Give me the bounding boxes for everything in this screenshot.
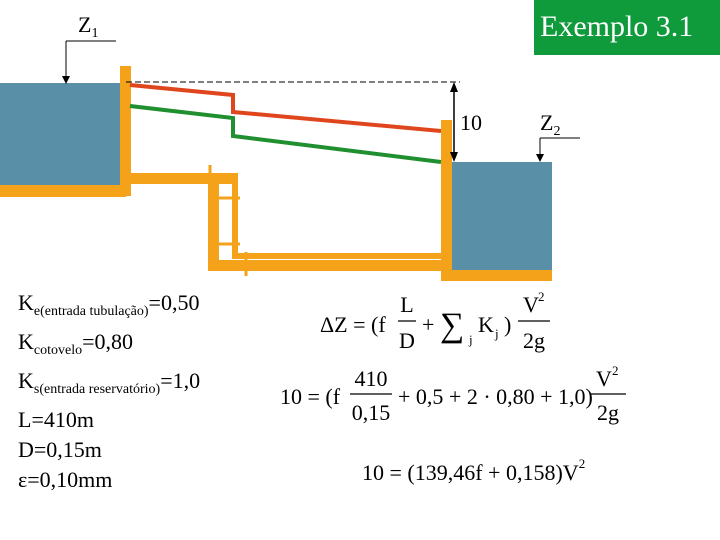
svg-text:2: 2 [612, 363, 619, 378]
svg-text:V: V [596, 366, 612, 391]
svg-text:2: 2 [538, 289, 545, 304]
svg-text:10 = (f: 10 = (f [280, 384, 341, 409]
lower-reservoir-floor [441, 270, 552, 281]
kc-parameter: $K_{cotovelo}=0,80$ [18, 329, 134, 358]
svg-text:L: L [400, 292, 414, 317]
equation-3: $10 = (139,46f + 0,158)V^2$ [362, 456, 586, 485]
z2-label: $Z_2$ [540, 110, 561, 139]
svg-text:D: D [399, 328, 415, 353]
svg-text:K: K [478, 312, 494, 337]
svg-text:V: V [523, 292, 539, 317]
parameters-list [18, 288, 200, 495]
energy-line [130, 85, 441, 131]
pipe [120, 173, 454, 271]
height-arrow-top [450, 82, 458, 92]
svg-text:+ 0,5 + 2 · 0,80 + 1,0): + 0,5 + 2 · 0,80 + 1,0) [398, 384, 593, 409]
roughness-parameter: ε=0,10mm [18, 467, 113, 492]
svg-text:j: j [495, 326, 499, 341]
z2-arrow-head [536, 154, 544, 162]
svg-text:): ) [504, 312, 512, 337]
equation-2 [276, 362, 646, 434]
svg-text:2g: 2g [597, 400, 619, 425]
svg-text:∑: ∑ [440, 307, 465, 344]
page-title: Exemplo 3.1 [540, 10, 694, 43]
lower-reservoir-water [452, 162, 552, 272]
diameter-parameter: D=0,15m [18, 437, 102, 462]
upper-reservoir-water [0, 83, 120, 185]
z1-label: $Z_1$ [78, 12, 99, 41]
hydraulic-grade-line [130, 106, 441, 162]
z1-arrow-head [62, 76, 70, 84]
svg-text:2g: 2g [523, 328, 545, 353]
height-label: 10 [460, 110, 482, 135]
ke-parameter: $K_{e(entrada tubulação)}=0,50$ [18, 290, 200, 319]
svg-text:+: + [422, 312, 435, 337]
equation-1 [316, 288, 556, 358]
svg-text:j: j [469, 332, 473, 347]
length-parameter: L=410m [18, 407, 94, 432]
ks-parameter: $K_{s(entrada reservatório)}=1,0$ [18, 368, 201, 397]
svg-text:ΔZ = (f: ΔZ = (f [320, 312, 386, 337]
upper-reservoir-floor [0, 185, 126, 197]
svg-text:410: 410 [354, 366, 388, 391]
svg-text:0,15: 0,15 [351, 400, 391, 425]
lower-reservoir-wall [441, 120, 452, 271]
